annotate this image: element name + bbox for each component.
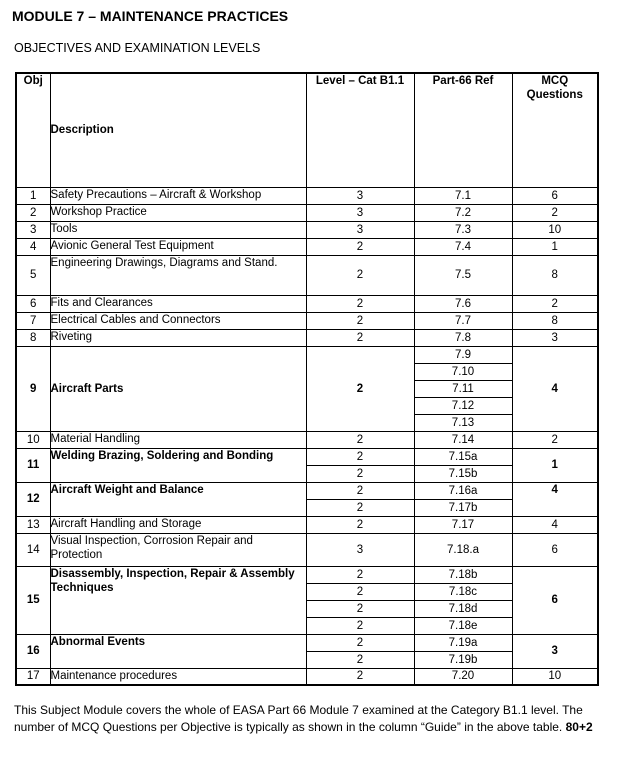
table-row: [16, 516, 598, 533]
cell-ref: 7.17b: [414, 499, 512, 516]
table-header-row: [16, 73, 598, 187]
objectives-table: [15, 72, 599, 686]
cell-level: 2: [306, 312, 414, 329]
cell-description: Fits and Clearances: [50, 295, 306, 312]
cell-obj: 11: [16, 448, 50, 482]
cell-ref: 7.19a: [414, 634, 512, 651]
cell-ref: 7.4: [414, 238, 512, 255]
cell-ref: 7.9: [414, 346, 512, 363]
table-row: [16, 204, 598, 221]
cell-obj: 15: [16, 566, 50, 634]
cell-mcq: 6: [512, 533, 598, 566]
cell-ref: 7.16a: [414, 482, 512, 499]
cell-ref: 7.18e: [414, 617, 512, 634]
cell-description: Welding Brazing, Soldering and Bonding: [50, 448, 306, 482]
cell-obj: 16: [16, 634, 50, 668]
footer-note: [14, 702, 609, 736]
table-row: [16, 221, 598, 238]
cell-level: 2: [306, 238, 414, 255]
cell-level: 2: [306, 482, 414, 499]
cell-description: Safety Precautions – Aircraft & Workshop: [50, 187, 306, 204]
footer-total: 80+2: [565, 720, 593, 734]
cell-description: Aircraft Parts: [50, 346, 306, 431]
cell-ref: 7.15a: [414, 448, 512, 465]
cell-mcq: 8: [512, 255, 598, 295]
cell-ref: 7.1: [414, 187, 512, 204]
cell-level: 2: [306, 431, 414, 448]
cell-level: 2: [306, 516, 414, 533]
cell-level: 2: [306, 295, 414, 312]
cell-description: Material Handling: [50, 431, 306, 448]
cell-ref: 7.10: [414, 363, 512, 380]
cell-ref: 7.3: [414, 221, 512, 238]
cell-description: Engineering Drawings, Diagrams and Stand.: [50, 255, 306, 295]
cell-mcq: 1: [512, 238, 598, 255]
cell-obj: 6: [16, 295, 50, 312]
cell-obj: 12: [16, 482, 50, 516]
cell-mcq: 10: [512, 221, 598, 238]
cell-ref: 7.17: [414, 516, 512, 533]
cell-description: Visual Inspection, Corrosion Repair and Protection: [50, 533, 306, 566]
cell-level: 2: [306, 346, 414, 431]
cell-description: Abnormal Events: [50, 634, 306, 668]
cell-mcq: 6: [512, 187, 598, 204]
table-row: [16, 255, 598, 295]
cell-description: Tools: [50, 221, 306, 238]
cell-obj: 7: [16, 312, 50, 329]
header-level: Level – Cat B1.1: [306, 73, 414, 187]
cell-obj: 10: [16, 431, 50, 448]
cell-obj: 1: [16, 187, 50, 204]
page-subtitle: OBJECTIVES AND EXAMINATION LEVELS: [14, 41, 261, 55]
cell-level: 2: [306, 651, 414, 668]
table-row: [16, 533, 598, 566]
table-row: [16, 448, 598, 465]
cell-mcq: 3: [512, 329, 598, 346]
table-row: [16, 431, 598, 448]
cell-ref: 7.18d: [414, 600, 512, 617]
cell-obj: 17: [16, 668, 50, 685]
table-row: [16, 346, 598, 363]
table-row: [16, 329, 598, 346]
cell-ref: 7.8: [414, 329, 512, 346]
cell-ref: 7.14: [414, 431, 512, 448]
table-row: [16, 634, 598, 651]
cell-obj: 14: [16, 533, 50, 566]
cell-description: Aircraft Weight and Balance: [50, 482, 306, 516]
cell-level: 2: [306, 668, 414, 685]
cell-level: 3: [306, 533, 414, 566]
cell-level: 3: [306, 187, 414, 204]
cell-description: Avionic General Test Equipment: [50, 238, 306, 255]
cell-description: Riveting: [50, 329, 306, 346]
cell-obj: 5: [16, 255, 50, 295]
cell-description: Maintenance procedures: [50, 668, 306, 685]
cell-description: Aircraft Handling and Storage: [50, 516, 306, 533]
header-description: Description: [50, 73, 306, 187]
cell-mcq: 4: [512, 516, 598, 533]
cell-level: 2: [306, 465, 414, 482]
cell-ref: 7.18.a: [414, 533, 512, 566]
cell-description: Workshop Practice: [50, 204, 306, 221]
cell-mcq: 10: [512, 668, 598, 685]
cell-mcq: 6: [512, 566, 598, 634]
cell-level: 2: [306, 448, 414, 465]
cell-ref: 7.18b: [414, 566, 512, 583]
cell-mcq: 2: [512, 431, 598, 448]
header-mcq: MCQ Questions: [512, 73, 598, 187]
cell-ref: 7.11: [414, 380, 512, 397]
cell-level: 3: [306, 221, 414, 238]
cell-level: 2: [306, 329, 414, 346]
table-row: [16, 295, 598, 312]
header-ref: Part-66 Ref: [414, 73, 512, 187]
cell-level: 2: [306, 255, 414, 295]
cell-ref: 7.2: [414, 204, 512, 221]
cell-obj: 2: [16, 204, 50, 221]
cell-mcq: 4: [512, 482, 598, 516]
table-row: [16, 566, 598, 583]
cell-ref: 7.5: [414, 255, 512, 295]
cell-obj: 4: [16, 238, 50, 255]
cell-obj: 13: [16, 516, 50, 533]
cell-ref: 7.6: [414, 295, 512, 312]
cell-description: Electrical Cables and Connectors: [50, 312, 306, 329]
cell-level: 2: [306, 600, 414, 617]
footer-text: This Subject Module covers the whole of EASA Part 66 Module 7 examined at the Category B1.1 level. The number of MCQ Questions per Objective is typically as shown in the column “Guide” in the above table.: [14, 703, 583, 734]
cell-ref: 7.7: [414, 312, 512, 329]
cell-ref: 7.20: [414, 668, 512, 685]
cell-description: Disassembly, Inspection, Repair & Assembly Techniques: [50, 566, 306, 634]
table-row: [16, 187, 598, 204]
cell-ref: 7.18c: [414, 583, 512, 600]
cell-level: 2: [306, 583, 414, 600]
cell-ref: 7.15b: [414, 465, 512, 482]
header-obj: Obj: [16, 73, 50, 187]
cell-ref: 7.13: [414, 414, 512, 431]
cell-ref: 7.19b: [414, 651, 512, 668]
cell-mcq: 4: [512, 346, 598, 431]
cell-obj: 9: [16, 346, 50, 431]
cell-mcq: 3: [512, 634, 598, 668]
cell-mcq: 1: [512, 448, 598, 482]
cell-obj: 3: [16, 221, 50, 238]
cell-level: 2: [306, 499, 414, 516]
cell-level: 3: [306, 204, 414, 221]
table-row: [16, 238, 598, 255]
page-title: MODULE 7 – MAINTENANCE PRACTICES: [12, 8, 289, 24]
cell-mcq: 2: [512, 295, 598, 312]
table-row: [16, 312, 598, 329]
cell-level: 2: [306, 634, 414, 651]
cell-mcq: 8: [512, 312, 598, 329]
table-row: [16, 668, 598, 685]
cell-mcq: 2: [512, 204, 598, 221]
cell-obj: 8: [16, 329, 50, 346]
table-row: [16, 482, 598, 499]
cell-ref: 7.12: [414, 397, 512, 414]
cell-level: 2: [306, 566, 414, 583]
cell-level: 2: [306, 617, 414, 634]
